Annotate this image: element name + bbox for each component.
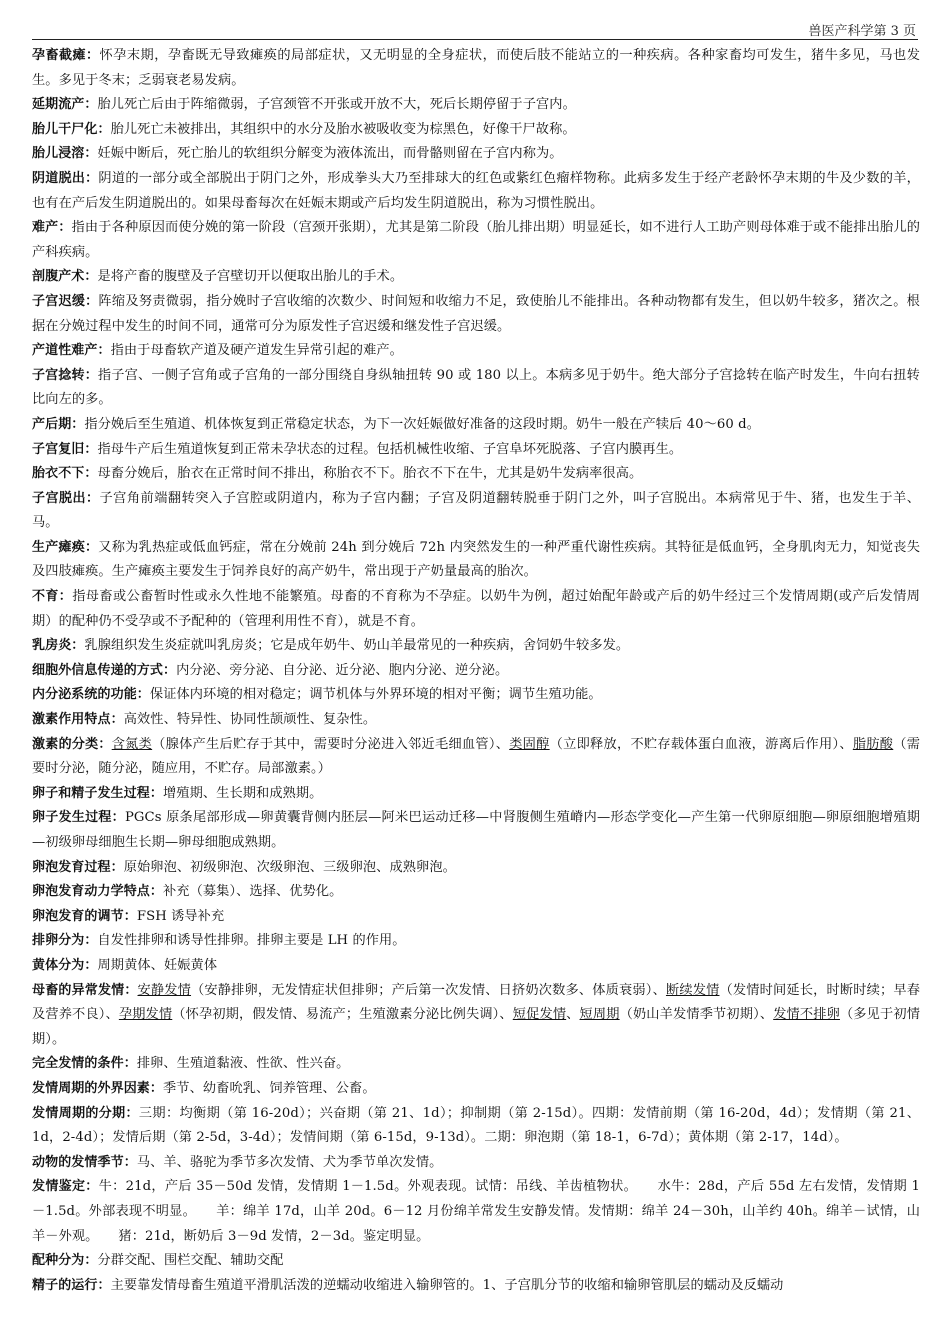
entry-text: 、 <box>566 1007 580 1023</box>
glossary-entry <box>32 585 920 634</box>
entry-text: 阴道的一部分或全部脱出于阴门之外，形成拳头大乃至排球大的红色或紫红色瘤样物称。此病多发生于经产老龄怀孕末期的牛及少数的羊，也有在产后发生阴道脱出的。如果母畜每次在妊娠末期或产后均发生阴道脱出，称为习惯性脱出。 <box>32 170 920 211</box>
underlined-keyword: 孕期发情 <box>118 1007 173 1023</box>
entry-text: 内分泌、旁分泌、自分泌、近分泌、胞内分泌、逆分泌。 <box>176 662 509 678</box>
document-body <box>32 44 920 1298</box>
entry-text: 马、羊、骆驼为季节多次发情、犬为季节单次发情。 <box>136 1154 443 1170</box>
entry-text: 阵缩及努责微弱，指分娩时子宫收缩的次数少、时间短和收缩力不足，致使胎儿不能排出。各种动物都有发生，但以奶牛较多，猪次之。根据在分娩过程中发生的时间不同，通常可分为原发性子宫迟缓和继发性子宫迟缓。 <box>32 293 920 334</box>
glossary-entry <box>32 979 920 1053</box>
glossary-entry <box>32 93 920 118</box>
glossary-entry <box>32 782 920 807</box>
glossary-entry <box>32 733 920 782</box>
entry-term: 胎儿浸溶： <box>32 146 98 162</box>
glossary-entry <box>32 1077 920 1102</box>
entry-text: 保证体内环境的相对稳定；调节机体与外界环境的相对平衡；调节生殖功能。 <box>149 687 602 703</box>
entry-term: 难产： <box>32 220 72 236</box>
entry-term: 乳房炎： <box>32 638 85 654</box>
entry-text: 指分娩后至生殖道、机体恢复到正常稳定状态，为下一次妊娠做好准备的这段时期。奶牛一般在产犊后 40～60 d。 <box>84 416 761 432</box>
glossary-entry <box>32 142 920 167</box>
entry-text: 指由于母畜软产道及硬产道发生异常引起的难产。 <box>110 343 403 359</box>
underlined-keyword: 短周期 <box>579 1007 620 1023</box>
glossary-entry <box>32 44 920 93</box>
glossary-entry <box>32 856 920 881</box>
underlined-keyword: 脂肪酸 <box>852 736 894 752</box>
glossary-entry <box>32 634 920 659</box>
entry-text: （腺体产生后贮存于其中，需要时分泌进入邻近毛细血管）、 <box>152 736 510 752</box>
underlined-keyword: 断续发情 <box>665 982 720 998</box>
glossary-entry <box>32 683 920 708</box>
entry-text: 三期：均衡期（第 16-20d）；兴奋期（第 21、1d）；抑制期（第 2-15d）。四期：发情前期（第 16-20d，4d）；发情期（第 21、1d，2-4d）；发情后期（第 2-5d，3-4d）；发情间期（第 6-15d，9-13d）。二期：卵泡期（第 18-1，6-7d）；黄体期（第 2-17，14d）。 <box>32 1105 920 1146</box>
entry-term: 细胞外信息传递的方式： <box>32 662 177 678</box>
entry-text: 指子宫、一侧子宫角或子宫角的一部分围绕自身纵轴扭转 90 或 180 以上。本病多见于奶牛。绝大部分子宫捻转在临产时发生，牛向右扭转比向左的多。 <box>32 367 920 408</box>
entry-term: 生产瘫痪： <box>32 539 99 555</box>
entry-term: 动物的发情季节： <box>32 1154 137 1170</box>
glossary-entry <box>32 216 920 265</box>
page-header: 兽医产科学第 3 页 <box>808 24 916 39</box>
glossary-entry <box>32 364 920 413</box>
entry-text: 母畜分娩后，胎衣在正常时间不排出，称胎衣不下。胎衣不下在牛，尤其是奶牛发病率很高。 <box>97 466 643 482</box>
entry-term: 发情鉴定： <box>32 1179 99 1195</box>
entry-term: 配种分为： <box>32 1253 98 1269</box>
entry-term: 母畜的异常发情： <box>32 982 138 998</box>
entry-term: 胎儿干尸化： <box>32 121 111 137</box>
entry-text: 高效性、特异性、协同性颉颃性、复杂性。 <box>123 712 377 728</box>
entry-term: 发情周期的分期： <box>32 1105 139 1121</box>
glossary-entry <box>32 536 920 585</box>
underlined-keyword: 发情不排卵 <box>773 1007 840 1023</box>
entry-text: 又称为乳热症或低血钙症，常在分娩前 24h 到分娩后 72h 内突然发生的一种严重代谢性疾病。其特征是低血钙，全身肌肉无力，知觉丧失及四肢瘫痪。生产瘫痪主要发生于饲养良好的高产奶牛，常出现于产奶量最高的胎次。 <box>32 539 920 580</box>
underlined-keyword: 类固醇 <box>509 736 550 752</box>
entry-term: 产道性难产： <box>32 343 111 359</box>
glossary-entry <box>32 880 920 905</box>
entry-term: 子宫捻转： <box>32 367 98 383</box>
entry-text: 是将产畜的腹壁及子宫壁切开以便取出胎儿的手术。 <box>97 269 404 285</box>
glossary-entry <box>32 1102 920 1151</box>
underlined-keyword: 短促发情 <box>512 1007 567 1023</box>
glossary-entry <box>32 806 920 855</box>
entry-term: 子宫复旧： <box>32 441 98 457</box>
glossary-entry <box>32 118 920 143</box>
entry-term: 卵子和精子发生过程： <box>32 785 164 801</box>
glossary-entry <box>32 167 920 216</box>
entry-text: （立即释放，不贮存载体蛋白血液，游离后作用）、 <box>549 736 853 752</box>
entry-text: 妊娠中断后，死亡胎儿的软组织分解变为液体流出，而骨骼则留在子宫内称为。 <box>97 146 563 162</box>
entry-term: 子宫脱出： <box>32 490 100 506</box>
entry-text: 主要靠发情母畜生殖道平滑肌活泼的逆蠕动收缩进入输卵管的。1、子宫肌分节的收缩和输卵管肌层的蠕动及反蠕动 <box>110 1277 784 1293</box>
glossary-entry <box>32 438 920 463</box>
entry-term: 卵泡发育过程： <box>32 859 124 875</box>
entry-text: 子宫角前端翻转突入子宫腔或阴道内，称为子宫内翻；子宫及阴道翻转脱垂于阴门之外，叫子宫脱出。本病常见于牛、猪，也发生于羊、马。 <box>32 490 920 531</box>
entry-text: 排卵、生殖道黏液、性欲、性兴奋。 <box>136 1056 350 1072</box>
entry-text: 原始卵泡、初级卵泡、次级卵泡、三级卵泡、成熟卵泡。 <box>123 859 456 875</box>
entry-term: 黄体分为： <box>32 957 98 973</box>
entry-text: 牛：21d，产后 35－50d 发情，发情期 1－1.5d。外观表现。试情：吊线、羊齿植物状。 水牛：28d，产后 55d 左右发情，发情期 1－1.5d。外部表现不明显。 羊：绵羊 17d，山羊 20d。6－12 月份绵羊常发生安静发情。发情期：绵羊 24－30h，山羊约 40h。绵羊－试情，山羊－外观。 猪：21d，断奶后 3－9d 发情，2－3d。鉴定明显。 <box>32 1179 920 1244</box>
glossary-entry <box>32 1151 920 1176</box>
entry-term: 完全发情的条件： <box>32 1056 137 1072</box>
entry-text: 指母牛产后生殖道恢复到正常未孕状态的过程。包括机械性收缩、子宫阜坏死脱落、子宫内膜再生。 <box>97 441 683 457</box>
entry-text: （安静排卵，无发情症状但排卵；产后第一次发情、日挤奶次数多、体质衰弱）、 <box>191 982 666 998</box>
glossary-entry <box>32 1249 920 1274</box>
entry-term: 延期流产： <box>32 97 98 113</box>
entry-term: 激素作用特点： <box>32 712 124 728</box>
entry-term: 不育： <box>32 589 73 605</box>
entry-text: （发情时间延长，时断时续；早春及营养不良）、 <box>32 982 921 1023</box>
entry-term: 排卵分为： <box>32 933 98 949</box>
glossary-entry <box>32 905 920 930</box>
entry-term: 产后期： <box>32 416 85 432</box>
entry-text: FSH 诱导补充 <box>136 908 225 924</box>
entry-term: 激素的分类： <box>32 736 112 752</box>
entry-text: 补充（募集）、选择、优势化。 <box>163 884 343 900</box>
glossary-entry <box>32 1052 920 1077</box>
glossary-entry <box>32 929 920 954</box>
entry-term: 孕畜截瘫： <box>32 48 100 63</box>
entry-term: 子宫迟缓： <box>32 293 99 309</box>
entry-term: 阴道脱出： <box>32 170 99 186</box>
glossary-entry <box>32 954 920 979</box>
entry-term: 胎衣不下： <box>32 466 98 482</box>
entry-text: 增殖期、生长期和成熟期。 <box>163 785 323 801</box>
underlined-keyword: 含氮类 <box>111 736 153 752</box>
entry-text: 自发性排卵和诱导性排卵。排卵主要是 LH 的作用。 <box>97 933 406 949</box>
entry-text: （奶山羊发情季节初期）、 <box>619 1007 774 1023</box>
entry-text: 胎儿死亡后由于阵缩微弱，子宫颈管不开张或开放不大，死后长期停留于子宫内。 <box>97 97 576 113</box>
glossary-entry <box>32 659 920 684</box>
entry-term: 精子的运行： <box>32 1277 111 1293</box>
glossary-entry <box>32 265 920 290</box>
entry-term: 剖腹产术： <box>32 269 98 285</box>
underlined-keyword: 安静发情 <box>137 982 192 998</box>
glossary-entry <box>32 708 920 733</box>
entry-text: 指母畜或公畜暂时性或永久性地不能繁殖。母畜的不育称为不孕症。以奶牛为例，超过始配年龄或产后的奶牛经过三个发情周期(或产后发情周期）的配种仍不受孕或不予配种的（管理利用性不育），就是不育。 <box>32 589 920 629</box>
entry-text: PGCs 原条尾部形成—卵黄囊背侧内胚层—阿米巴运动迁移—中肾腹侧生殖嵴内—形态学变化—产生第一代卵原细胞—卵原细胞增殖期—初级卵母细胞生长期—卵母细胞成熟期。 <box>32 810 920 850</box>
entry-term: 发情周期的外界因素： <box>32 1080 164 1096</box>
glossary-entry <box>32 487 920 536</box>
entry-text: （多见于初情期）。 <box>32 1007 920 1047</box>
entry-text: 周期黄体、妊娠黄体 <box>97 957 218 973</box>
entry-text: 乳腺组织发生炎症就叫乳房炎；它是成年奶牛、奶山羊最常见的一种疾病，舍饲奶牛较多发。 <box>84 638 630 654</box>
glossary-entry <box>32 1274 920 1299</box>
entry-text: 指由于各种原因而使分娩的第一阶段（宫颈开张期），尤其是第二阶段（胎儿排出期）明显延长，如不进行人工助产则母体难于或不能排出胎儿的产科疾病。 <box>32 220 920 260</box>
entry-text: 怀孕末期，孕畜既无导致瘫痪的局部症状，又无明显的全身症状，而使后肢不能站立的一种疾病。各种家畜均可发生，猪牛多见，马也发生。多见于冬末；乏弱衰老易发病。 <box>32 48 920 88</box>
entry-text: 分群交配、围栏交配、辅助交配 <box>97 1253 284 1269</box>
glossary-entry <box>32 339 920 364</box>
entry-text: （需要时分泌，随分泌，随应用，不贮存。局部激素。） <box>32 736 921 777</box>
entry-term: 卵子发生过程： <box>32 810 125 826</box>
entry-term: 内分泌系统的功能： <box>32 687 150 703</box>
glossary-entry <box>32 413 920 438</box>
glossary-entry <box>32 462 920 487</box>
entry-term: 卵泡发育动力学特点： <box>32 884 164 900</box>
entry-text: 季节、幼畜吮乳、饲养管理、公畜。 <box>163 1080 376 1096</box>
glossary-entry <box>32 1175 920 1249</box>
header-rule <box>32 39 918 40</box>
entry-text: 胎儿死亡未被排出，其组织中的水分及胎水被吸收变为棕黑色，好像干尸故称。 <box>110 121 576 137</box>
entry-text: （怀孕初期，假发情、易流产；生殖激素分泌比例失调）、 <box>172 1007 513 1023</box>
entry-term: 卵泡发育的调节： <box>32 908 137 924</box>
glossary-entry <box>32 290 920 339</box>
